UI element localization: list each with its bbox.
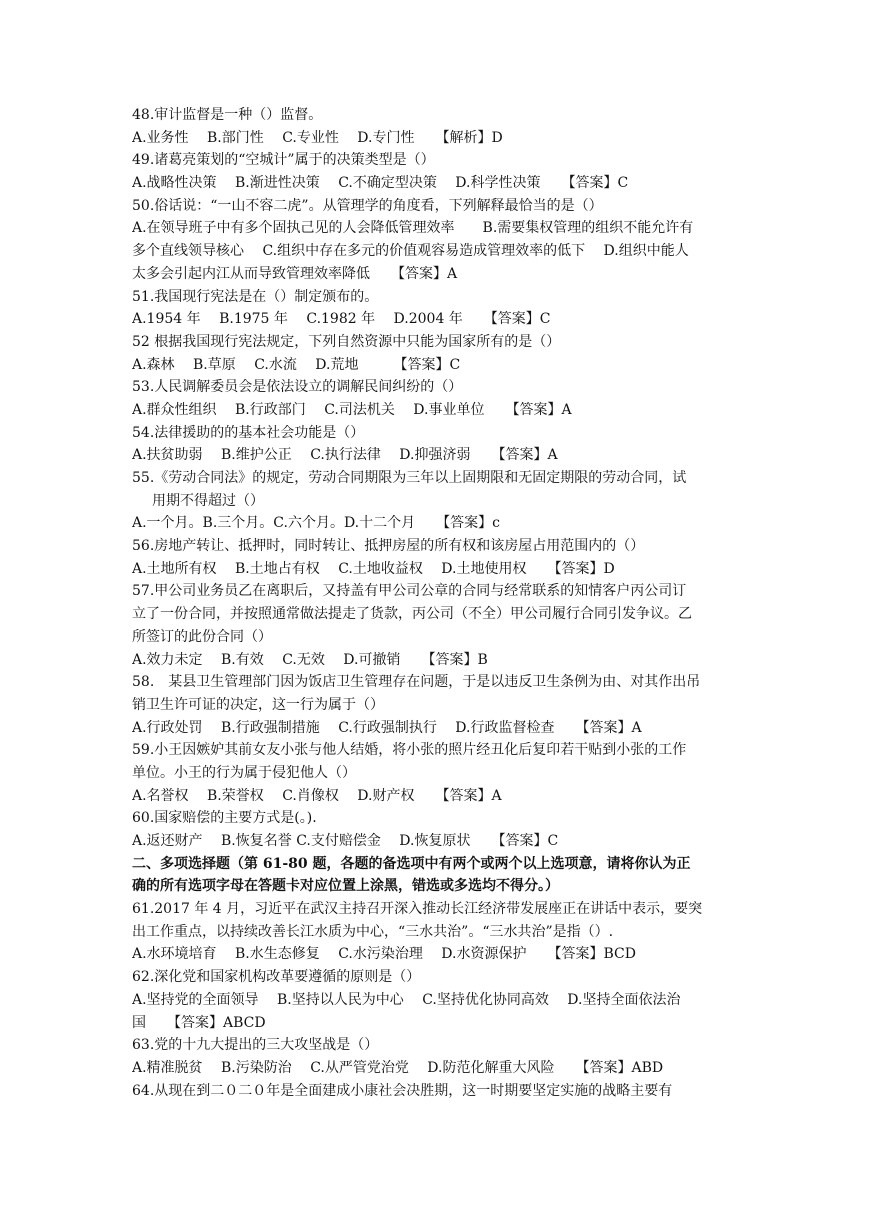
answer-options: A.群众性组织 B.行政部门 C.司法机关 D.事业单位 【答案】A (132, 401, 572, 418)
question-stem: 61.2017 年 4 月，习近平在武汉主持召开深入推动长江经济带发展座正在讲话中表示，要突 (132, 901, 703, 918)
question-stem: 62.深化党和国家机构改革要遵循的原则是（） (132, 969, 421, 986)
answer-options: A.返还财产 B.恢复名誉 C.支付赔偿金 D.恢复原状 【答案】C (132, 833, 559, 849)
question-stem: 55.《劳动合同法》的规定，劳动合同期限为三年以上固期限和无固定期限的劳动合同，试 (132, 470, 687, 486)
section-heading: 确的所有选项字母在答题卡对应位置上涂黑，错选或多选均不得分。） (132, 878, 559, 895)
question-stem: 57.甲公司业务员乙在离职后，又持盖有甲公司公章的合同与经常联系的知情客户丙公司订 (132, 583, 687, 600)
answer-options: A.效力未定 B.有效 C.无效 D.可撤销 【答案】B (132, 651, 488, 668)
answer-options: A.在领导班子中有多个固执己见的人会降低管理效率 B.需要集权管理的组织不能允许有 (132, 220, 694, 237)
answer-options: A.坚持党的全面领导 B.坚持以人民为中心 C.坚持优化协同高效 D.坚持全面依法治 (132, 991, 681, 1008)
question-stem: 63.党的十九大提出的三大攻坚战是（） (132, 1037, 379, 1054)
answer-options: 太多会引起内江从而导致管理效率降低 【答案】A (132, 265, 458, 282)
answer-options: A.森林 B.草原 C.水流 D.荒地 【答案】C (132, 356, 461, 373)
answer-options: A.行政处罚 B.行政强制措施 C.行政强制执行 D.行政监督检查 【答案】A (132, 719, 642, 736)
answer-options: A.1954 年 B.1975 年 C.1982 年 D.2004 年 【答案】C (132, 311, 551, 328)
question-stem: 51.我国现行宪法是在（）制定颁布的。 (132, 288, 379, 305)
answer-options: A.土地所有权 B.土地占有权 C.土地收益权 D.土地使用权 【答案】D (132, 560, 615, 577)
question-stem: 单位。小王的行为属于侵犯他人（） (132, 764, 356, 781)
question-stem: 48.审计监督是一种（）监督。 (132, 107, 323, 123)
question-stem: 53.人民调解委员会是依法设立的调解民间纠纷的（） (132, 379, 463, 396)
question-stem: 用期不得超过（） (152, 492, 264, 509)
question-stem: 50.俗话说：“一山不容二虎”。从管理学的角度看，下列解释最恰当的是（） (132, 197, 603, 214)
question-stem: 52 根据我国现行宪法规定，下列自然资源中只能为国家所有的是（） (132, 333, 561, 350)
answer-options: A.战略性决策 B.渐进性决策 C.不确定型决策 D.科学性决策 【答案】C (132, 175, 629, 192)
question-stem: 出工作重点，以持续改善长江水质为中心，“三水共治”。“三水共治”是指（）. (132, 923, 614, 940)
question-stem: 60.国家赔偿的主要方式是(。). (132, 810, 317, 827)
question-stem: 立了一份合同，并按照通常做法提走了货款，丙公司（不全）甲公司履行合同引发争议。乙 (132, 606, 692, 623)
answer-options: A.水环境培育 B.水生态修复 C.水污染治理 D.水资源保护 【答案】BCD (132, 946, 636, 963)
section-heading: 二、多项选择题（第 61-80 题，各题的备选项中有两个或两个以上选项意，请将你认为正 (132, 855, 691, 872)
question-stem: 所签订的此份合同（） (132, 628, 272, 645)
answer-options: A.扶贫助弱 B.维护公正 C.执行法律 D.抑强济弱 【答案】A (132, 447, 558, 464)
question-stem: 64.从现在到二０二０年是全面建成小康社会决胜期，这一时期要坚定实施的战略主要有 (132, 1082, 673, 1099)
question-stem: 58. 某县卫生管理部门因为饭店卫生管理存在问题，于是以违反卫生条例为由、对其作出吊 (132, 674, 701, 691)
answer-options: A.名誉权 B.荣誉权 C.肖像权 D.财产权 【答案】A (132, 787, 502, 804)
answer-options: 国 【答案】ABCD (132, 1014, 266, 1031)
answer-options: 多个直线领导核心 C.组织中存在多元的价值观容易造成管理效率的低下 D.组织中能人 (132, 243, 689, 260)
question-stem: 56.房地产转让、抵押时，同时转让、抵押房屋的所有权和该房屋占用范围内的（） (132, 538, 645, 555)
answer-options: A.业务性 B.部门性 C.专业性 D.专门性 【解析】D (132, 129, 503, 146)
answer-options: A.一个月。B.三个月。C.六个月。D.十二个月 【答案】c (132, 515, 500, 532)
question-stem: 54.法律援助的的基本社会功能是（） (132, 424, 365, 441)
question-stem: 49.诸葛亮策划的“空城计”属于的决策类型是（） (132, 152, 435, 169)
question-stem: 59.小王因嫉妒其前女友小张与他人结婚，将小张的照片经丑化后复印若干贴到小张的工作 (132, 742, 687, 759)
question-stem: 销卫生许可证的决定，这一行为属于（） (132, 696, 384, 713)
answer-options: A.精准脱贫 B.污染防治 C.从严管党治党 D.防范化解重大风险 【答案】ABD (132, 1059, 664, 1076)
document-body (132, 104, 739, 1102)
